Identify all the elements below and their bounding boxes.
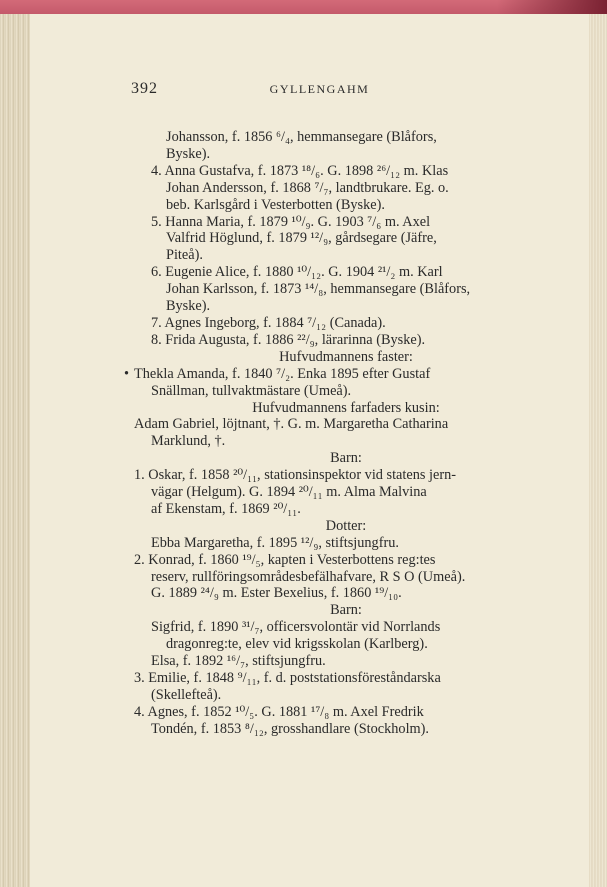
running-head: GYLLENGAHM xyxy=(269,82,370,96)
text-line xyxy=(134,653,558,670)
text-line xyxy=(134,619,558,636)
text-line-content: Byske). xyxy=(166,298,211,315)
text-line-content: Piteå). xyxy=(166,247,203,264)
page-header xyxy=(30,80,589,100)
text-line-content: Dotter: xyxy=(325,517,367,534)
page-edge xyxy=(589,14,607,887)
text-line xyxy=(134,450,558,467)
text-line xyxy=(134,230,558,247)
text-line-content: 5. Hanna Maria, f. 1879 ¹⁰/₉. G. 1903 ⁷/₆ m. Axel xyxy=(151,213,431,230)
text-line xyxy=(134,129,558,146)
text-line-content: Barn: xyxy=(330,602,362,619)
text-line xyxy=(134,501,558,518)
text-line xyxy=(134,146,558,163)
text-line xyxy=(134,535,558,552)
text-line-content: G. 1889 ²⁴/₉ m. Ester Bexelius, f. 1860 ¹⁹/₁₀. xyxy=(151,585,402,602)
text-line-content: Ebba Margaretha, f. 1895 ¹²/₉, stiftsjungfru. xyxy=(151,534,399,551)
text-line xyxy=(134,247,558,264)
text-line xyxy=(124,365,558,383)
text-line-content: Thekla Amanda, f. 1840 ⁷/₂. Enka 1895 efter Gustaf xyxy=(134,365,431,382)
text-line-content: 6. Eugenie Alice, f. 1880 ¹⁰/₁₂. G. 1904 ²¹/₂ m. Karl xyxy=(151,264,443,281)
text-line-content: Hufvudmannens farfaders kusin: xyxy=(252,399,440,416)
text-line-content: 1. Oskar, f. 1858 ²⁰/₁₁, stationsinspektor vid statens jern- xyxy=(134,467,456,484)
text-line-content: reserv, rullföringsområdesbefälhafvare, R S O (Umeå). xyxy=(151,568,466,585)
book-spine xyxy=(0,14,30,887)
text-line xyxy=(134,704,558,721)
text-line xyxy=(134,602,558,619)
text-line xyxy=(134,281,558,298)
text-line xyxy=(134,264,558,281)
text-line xyxy=(134,163,558,180)
text-line-content: 4. Anna Gustafva, f. 1873 ¹⁸/₆. G. 1898 ²⁶/₁₂ m. Klas xyxy=(151,162,449,179)
book-page xyxy=(30,14,589,887)
text-line-content: Johansson, f. 1856 ⁶/₄, hemmansegare (Blåfors, xyxy=(166,129,437,145)
text-line-content: af Ekenstam, f. 1869 ²⁰/₁₁. xyxy=(151,500,301,517)
text-line-content: 3. Emilie, f. 1848 ⁹/₁₁, f. d. poststationsföreståndarska xyxy=(134,670,441,686)
text-line-content: 8. Frida Augusta, f. 1886 ²²/₉, lärarinna (Byske). xyxy=(151,331,426,348)
text-line-content: Hufvudmannens faster: xyxy=(279,348,413,365)
text-line xyxy=(134,585,558,602)
text-line xyxy=(134,214,558,231)
text-line-content: Valfrid Höglund, f. 1879 ¹²/₉, gårdsegare (Jäfre, xyxy=(166,230,437,247)
page-text xyxy=(124,129,558,738)
text-line xyxy=(134,400,558,417)
text-line xyxy=(134,687,558,704)
text-line-content: 7. Agnes Ingeborg, f. 1884 ⁷/₁₂ (Canada). xyxy=(151,314,386,331)
text-line xyxy=(134,467,558,484)
text-line-content: Johan Andersson, f. 1868 ⁷/₇, landtbrukare. Eg. o. xyxy=(166,179,449,196)
text-line xyxy=(134,332,558,349)
text-line-content: Tondén, f. 1853 ⁸/₁₂, grosshandlare (Stockholm). xyxy=(151,720,430,737)
text-line xyxy=(134,180,558,197)
text-line xyxy=(134,298,558,315)
text-line-content: Byske). xyxy=(166,145,211,162)
text-line xyxy=(134,670,558,687)
text-line-content: Sigfrid, f. 1890 ³¹/₇, officersvolontär vid Norrlands xyxy=(151,619,441,636)
text-line xyxy=(134,416,558,433)
text-line-content: Johan Karlsson, f. 1873 ¹⁴/₈, hemmansegare (Blåfors, xyxy=(166,281,471,298)
text-line xyxy=(134,569,558,586)
top-color-strip xyxy=(0,0,607,14)
text-line xyxy=(134,349,558,366)
text-line-content: vägar (Helgum). G. 1894 ²⁰/₁₁ m. Alma Malvina xyxy=(151,484,427,501)
text-line xyxy=(134,315,558,332)
margin-bullet: • xyxy=(124,365,130,382)
text-line-content: Snällman, tullvaktmästare (Umeå). xyxy=(151,382,352,399)
text-line-content: beb. Karlsgård i Vesterbotten (Byske). xyxy=(166,196,385,213)
text-line xyxy=(134,197,558,214)
text-line-content: Marklund, †. xyxy=(151,433,226,450)
text-line xyxy=(134,518,558,535)
text-line-content: Barn: xyxy=(330,450,362,467)
text-line-content: dragonreg:te, elev vid krigsskolan (Karlberg). xyxy=(166,636,428,653)
text-line xyxy=(134,721,558,738)
text-line-content: 2. Konrad, f. 1860 ¹⁹/₅, kapten i Vesterbottens reg:tes xyxy=(134,551,436,568)
page-number: 392 xyxy=(131,80,158,97)
text-line xyxy=(134,433,558,450)
text-line xyxy=(134,636,558,653)
text-line xyxy=(134,484,558,501)
text-line-content: (Skellefteå). xyxy=(151,686,222,703)
text-line-content: Adam Gabriel, löjtnant, †. G. m. Margaretha Catharina xyxy=(134,416,449,433)
text-line-content: Elsa, f. 1892 ¹⁶/₇, stiftsjungfru. xyxy=(151,653,326,670)
text-line xyxy=(134,552,558,569)
text-line xyxy=(134,383,558,400)
text-line-content: 4. Agnes, f. 1852 ¹⁰/₅. G. 1881 ¹⁷/₈ m. Axel Fredrik xyxy=(134,703,424,720)
